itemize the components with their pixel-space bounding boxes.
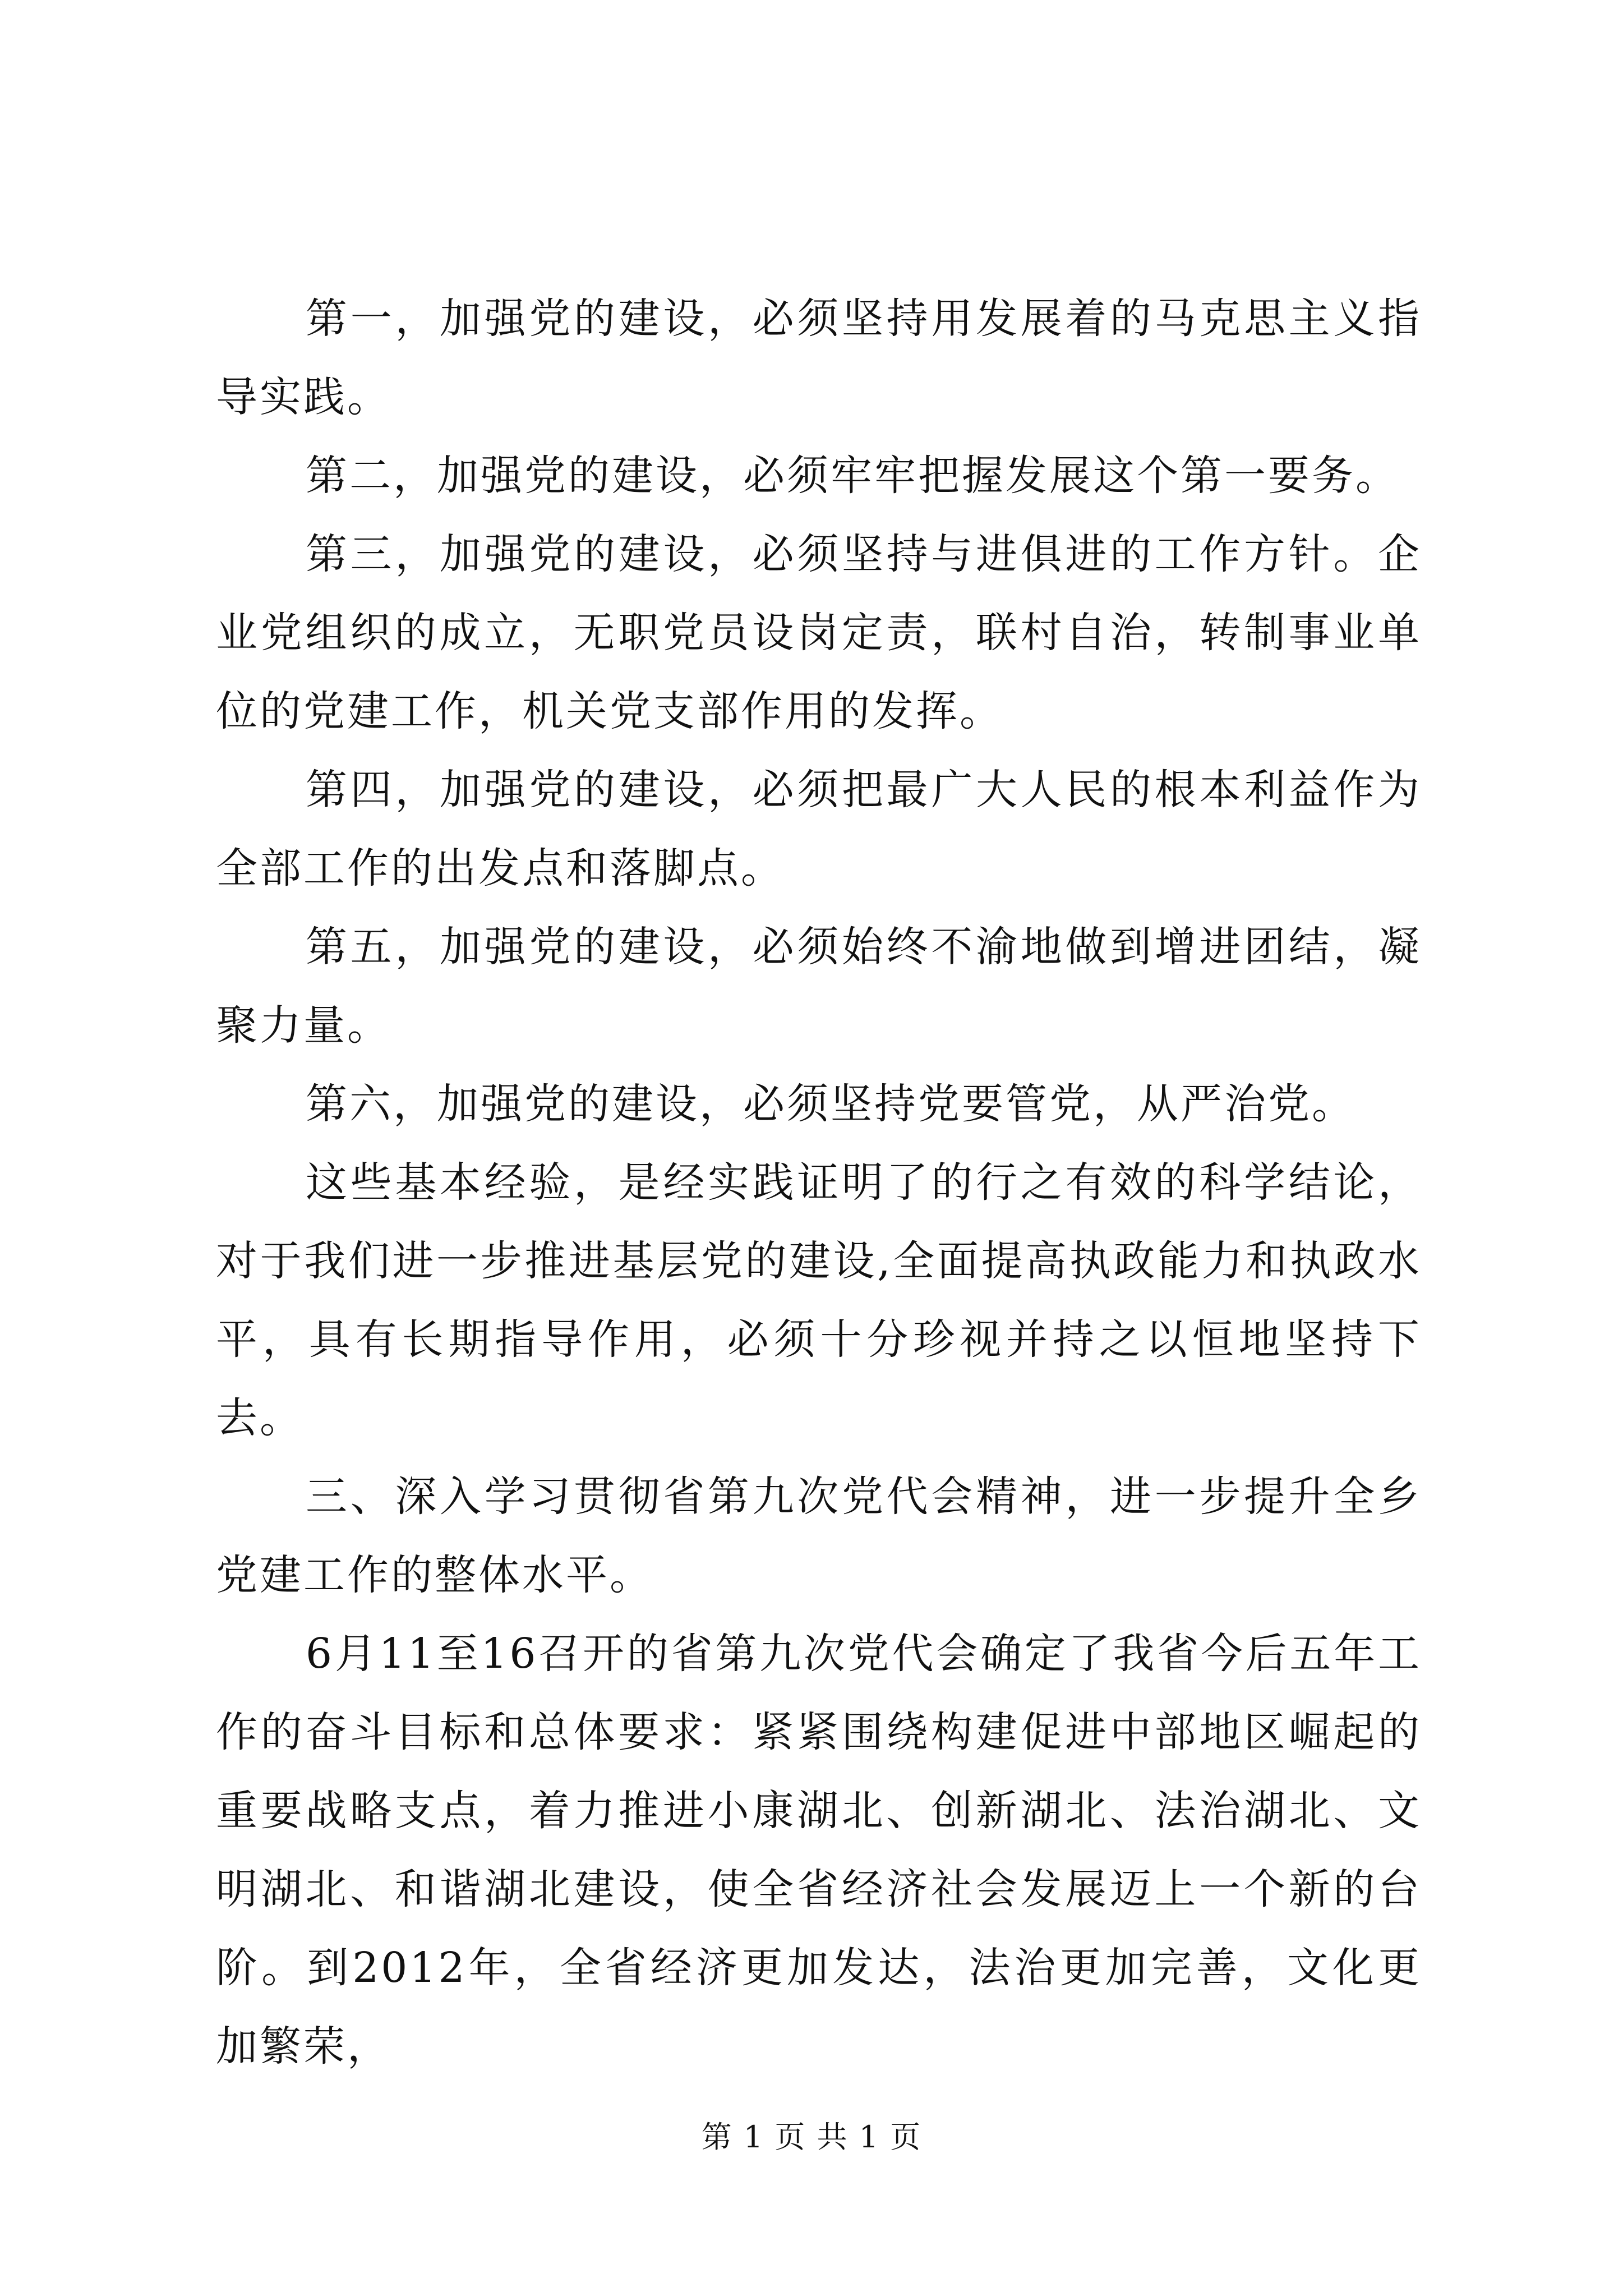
- section-heading: 三、深入学习贯彻省第九次党代会精神，进一步提升全乡党建工作的整体水平。: [216, 1473, 1422, 1599]
- paragraph: 这些基本经验，是经实践证明了的行之有效的科学结论，对于我们进一步推进基层党的建设,全面提高执政能力和执政水平，具有长期指导作用，必须十分珍视并持之以恒地坚持下去。: [216, 1158, 1422, 1442]
- page-footer: 第 1 页 共 1 页: [701, 2119, 922, 2155]
- paragraph: 第五，加强党的建设，必须始终不渝地做到增进团结，凝聚力量。: [216, 923, 1422, 1050]
- paragraph: 第三，加强党的建设，必须坚持与进俱进的工作方针。企业党组织的成立，无职党员设岗定责，联村自治，转制事业单位的党建工作，机关党支部作用的发挥。: [216, 530, 1422, 735]
- document-body: [216, 279, 1422, 2086]
- paragraph: 第一，加强党的建设，必须坚持用发展着的马克思主义指导实践。: [216, 295, 1422, 421]
- paragraph: 第四，加强党的建设，必须把最广大人民的根本利益作为全部工作的出发点和落脚点。: [216, 766, 1422, 892]
- paragraph: 第二，加强党的建设，必须牢牢把握发展这个第一要务。: [306, 452, 1399, 500]
- paragraph: 6月11至16召开的省第九次党代会确定了我省今后五年工作的奋斗目标和总体要求：紧紧围绕构建促进中部地区崛起的重要战略支点，着力推进小康湖北、创新湖北、法治湖北、文明湖北、和谐湖北建设，使全省经济社会发展迈上一个新的台阶。到2012年，全省经济更加发达，法治更加完善，文化更加繁荣，: [216, 1630, 1422, 2070]
- paragraph: 第六，加强党的建设，必须坚持党要管党，从严治党。: [306, 1080, 1355, 1128]
